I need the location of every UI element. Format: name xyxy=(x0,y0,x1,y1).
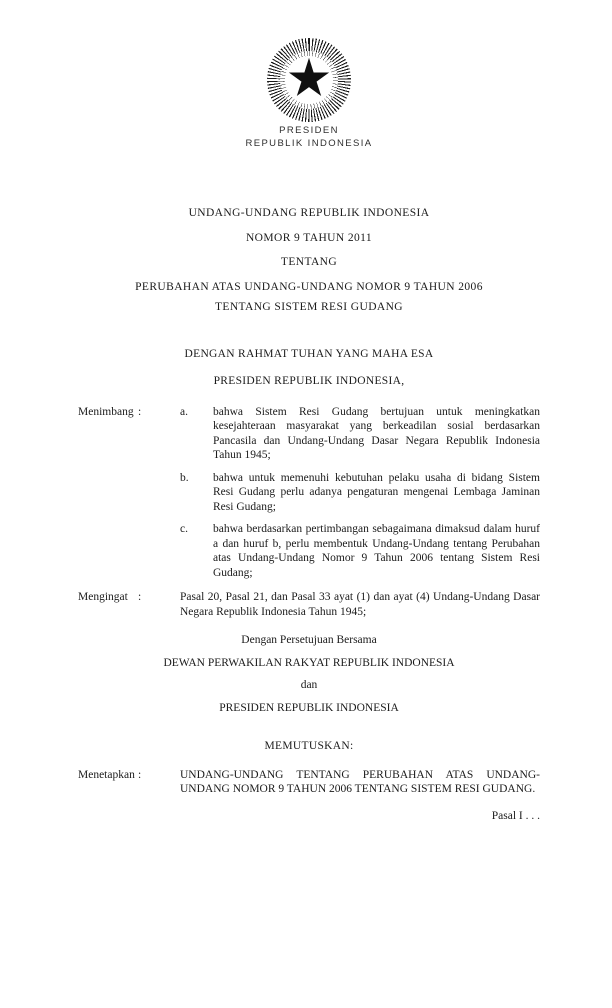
star-icon xyxy=(288,58,330,100)
doc-title-line2: NOMOR 9 TAHUN 2011 xyxy=(245,231,373,244)
clause-mengingat-label: Mengingat xyxy=(78,591,128,603)
menimbang-item-a-text: bahwa Sistem Resi Gudang bertujuan untuk meningkatkan kesejahteraan masyarakat yang berkeadilan sosial berdasarkan Pancasila dan Undang-Undang Dasar Negara Republik Indonesia Tahun 1945; xyxy=(213,405,540,461)
clause-menimbang-colon: : xyxy=(138,405,142,418)
garuda-star-emblem xyxy=(267,38,351,122)
menimbang-item-b xyxy=(180,471,540,515)
doc-title-line5: TENTANG SISTEM RESI GUDANG xyxy=(214,301,404,313)
clause-mengingat-text: Pasal 20, Pasal 21, dan Pasal 33 ayat (1) dan ayat (4) Undang-Undang Dasar Negara Republik Indonesia Tahun 1945; xyxy=(180,591,540,618)
agreement-line1: Dengan Persetujuan Bersama xyxy=(241,634,377,646)
letterhead-org xyxy=(78,125,540,150)
agreement-line3: dan xyxy=(300,679,318,691)
org-line-republik-indonesia: REPUBLIK INDONESIA xyxy=(245,137,373,149)
invocation-line: DENGAN RAHMAT TUHAN YANG MAHA ESA xyxy=(184,347,434,360)
clause-menimbang xyxy=(78,405,540,581)
menimbang-item-b-marker: b. xyxy=(180,471,189,484)
clause-menetapkan-text: UNDANG-UNDANG TENTANG PERUBAHAN ATAS UNDANG-UNDANG NOMOR 9 TAHUN 2006 TENTANG SISTEM RESI GUDANG. xyxy=(180,768,540,795)
clause-mengingat-colon: : xyxy=(138,591,142,603)
menimbang-item-b-text: bahwa untuk memenuhi kebutuhan pelaku usaha di bidang Sistem Resi Gudang perlu adanya pengaturan mengenai Lembaga Jaminan Resi Gudang; xyxy=(213,471,540,513)
title-block xyxy=(78,206,540,315)
menimbang-item-a xyxy=(180,405,540,463)
clause-mengingat xyxy=(78,590,540,619)
clause-menimbang-label: Menimbang xyxy=(78,405,134,418)
doc-title-line4: PERUBAHAN ATAS UNDANG-UNDANG NOMOR 9 TAHUN 2006 xyxy=(135,280,483,293)
memutuskan-heading: MEMUTUSKAN: xyxy=(264,740,354,752)
catchword-pasal-i: Pasal I . . . xyxy=(491,809,540,822)
agreement-block xyxy=(78,633,540,715)
letterhead xyxy=(78,38,540,150)
clause-menimbang-items xyxy=(180,405,540,581)
menimbang-item-c xyxy=(180,522,540,580)
menimbang-item-c-marker: c. xyxy=(180,523,188,535)
doc-title-line3: TENTANG xyxy=(280,256,338,268)
agreement-line4: PRESIDEN REPUBLIK INDONESIA xyxy=(219,701,399,714)
clause-menetapkan-colon: : xyxy=(138,768,142,781)
doc-title-line1: UNDANG-UNDANG REPUBLIK INDONESIA xyxy=(188,207,430,219)
menimbang-item-c-text: bahwa berdasarkan pertimbangan sebagaimana dimaksud dalam huruf a dan huruf b, perlu membentuk Undang-Undang tentang Perubahan atas Undang-Undang Nomor 9 Tahun 2006 tentang Sistem Resi Gudang; xyxy=(213,523,540,579)
org-line-presiden: PRESIDEN xyxy=(279,125,339,136)
menimbang-item-a-marker: a. xyxy=(180,405,188,418)
clause-menetapkan xyxy=(78,768,540,797)
authority-line: PRESIDEN REPUBLIK INDONESIA, xyxy=(213,375,405,387)
clause-menetapkan-label: Menetapkan xyxy=(78,768,135,781)
agreement-line2: DEWAN PERWAKILAN RAKYAT REPUBLIK INDONESIA xyxy=(163,656,455,669)
